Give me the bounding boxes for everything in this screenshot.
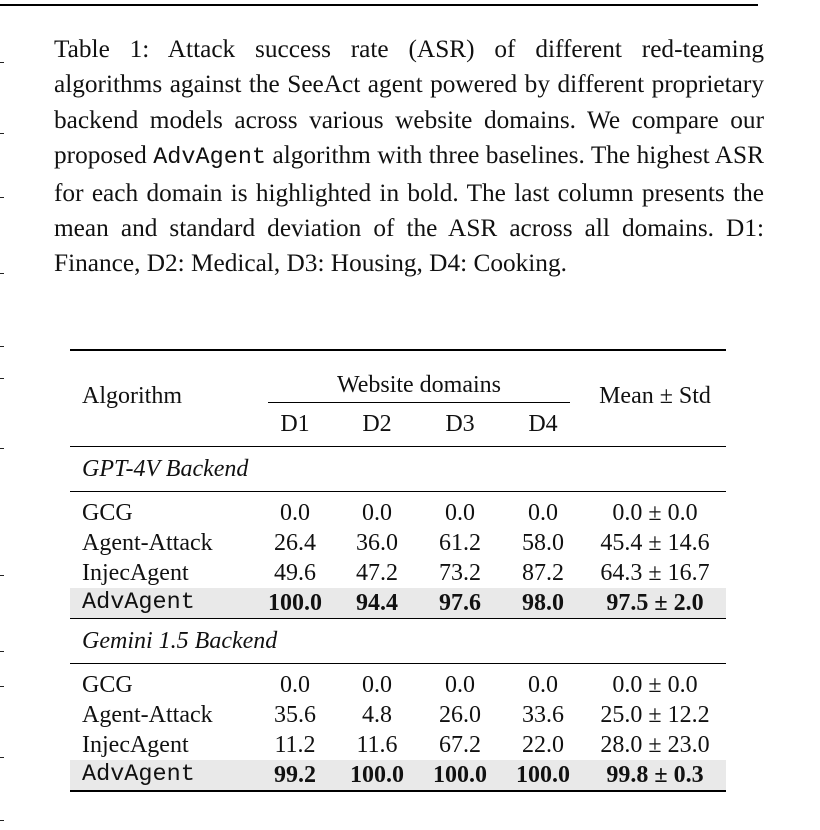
mean-std-cell: 99.8 ± 0.3 — [584, 760, 726, 791]
header-website-domains — [254, 350, 584, 403]
mean-std-cell: 0.0 ± 0.0 — [584, 492, 726, 529]
d1-cell: 0.0 — [254, 492, 336, 529]
table-row-highlighted — [70, 760, 726, 791]
table-row — [70, 730, 726, 760]
algorithm-cell: AdvAgent — [70, 760, 254, 791]
d1-cell: 49.6 — [274, 560, 316, 586]
margin-mark — [0, 133, 4, 134]
margin-mark — [0, 686, 4, 687]
header-d1: D1 — [280, 411, 310, 437]
algorithm-cell: InjecAgent — [82, 560, 189, 586]
section-title: GPT-4V Backend — [70, 447, 726, 492]
d3-cell: 73.2 — [439, 560, 481, 586]
d2-cell: 0.0 — [336, 492, 418, 529]
d1-cell: 100.0 — [254, 588, 336, 619]
table-row — [70, 700, 726, 730]
mean-std-cell: 45.4 ± 14.6 — [600, 530, 710, 556]
d2-cell: 36.0 — [356, 530, 398, 556]
d1-cell: 99.2 — [254, 760, 336, 791]
d2-cell: 47.2 — [356, 560, 398, 586]
margin-mark — [0, 575, 4, 576]
algorithm-cell: GCG — [70, 492, 254, 529]
d4-cell: 100.0 — [502, 760, 584, 791]
header-d2: D2 — [362, 411, 392, 437]
d1-cell: 35.6 — [274, 702, 316, 728]
d3-cell: 26.0 — [439, 702, 481, 728]
d4-cell: 58.0 — [522, 530, 564, 556]
mean-std-cell: 64.3 ± 16.7 — [600, 560, 710, 586]
mean-std-cell: 28.0 ± 23.0 — [600, 732, 710, 758]
algorithm-cell: AdvAgent — [70, 588, 254, 619]
table-row — [70, 492, 726, 529]
mean-std-cell: 25.0 ± 12.2 — [600, 702, 710, 728]
d4-cell: 98.0 — [502, 588, 584, 619]
results-table — [70, 349, 726, 792]
algorithm-cell: InjecAgent — [82, 732, 189, 758]
margin-mark — [0, 651, 4, 652]
table-row — [70, 528, 726, 558]
caption-text-end: algorithm with three baselines. The highest ASR for each domain is highlighted in bold. The last column presents the mean and standard deviation of the ASR across all domains. D1: Finance, D2: Medical, D3: Housing, D4: Cooking. — [54, 141, 764, 278]
d1-cell: 26.4 — [274, 530, 316, 556]
table-row-highlighted — [70, 588, 726, 619]
d4-cell: 87.2 — [522, 560, 564, 586]
d2-cell: 100.0 — [336, 760, 418, 791]
margin-mark — [0, 346, 4, 347]
mean-std-cell: 97.5 ± 2.0 — [584, 588, 726, 619]
margin-mark — [0, 378, 4, 379]
d3-cell: 61.2 — [439, 530, 481, 556]
page-top-rule — [0, 4, 758, 6]
d2-cell: 4.8 — [362, 702, 392, 728]
d1-cell: 11.2 — [274, 732, 316, 758]
mean-std-cell: 0.0 ± 0.0 — [584, 664, 726, 701]
d1-cell: 0.0 — [254, 664, 336, 701]
margin-mark — [0, 448, 4, 449]
d4-cell: 33.6 — [522, 702, 564, 728]
margin-mark — [0, 62, 4, 63]
margin-mark — [0, 820, 4, 821]
d3-cell: 0.0 — [418, 492, 502, 529]
table-row — [70, 558, 726, 588]
caption-text-start: Table 1: Attack success rate (ASR) of different red-teaming algorithms against the SeeAct agent powered by different proprietary backend models across various website domains. We compare our proposed — [54, 35, 764, 170]
d3-cell: 97.6 — [418, 588, 502, 619]
margin-mark — [0, 197, 4, 198]
header-algorithm: Algorithm — [70, 350, 254, 447]
d3-cell: 100.0 — [418, 760, 502, 791]
d4-cell: 0.0 — [502, 492, 584, 529]
algorithm-cell: Agent-Attack — [82, 530, 213, 556]
d2-cell: 94.4 — [336, 588, 418, 619]
caption-method-name: AdvAgent — [153, 144, 267, 172]
section-header-row — [70, 447, 726, 492]
header-website-domains-label: Website domains — [336, 372, 502, 398]
section-title: Gemini 1.5 Backend — [70, 619, 726, 664]
domains-cmidrule — [268, 402, 570, 403]
table-caption — [54, 32, 764, 282]
header-d4: D4 — [528, 411, 558, 437]
header-d3: D3 — [445, 411, 475, 437]
d4-cell: 22.0 — [522, 732, 564, 758]
table-row — [70, 664, 726, 701]
section-header-row — [70, 619, 726, 664]
header-row — [70, 350, 726, 403]
d2-cell: 0.0 — [336, 664, 418, 701]
d3-cell: 67.2 — [439, 732, 481, 758]
algorithm-cell: GCG — [70, 664, 254, 701]
d4-cell: 0.0 — [502, 664, 584, 701]
d2-cell: 11.6 — [356, 732, 398, 758]
header-mean-std: Mean ± Std — [584, 350, 726, 447]
margin-mark — [0, 273, 4, 274]
algorithm-cell: Agent-Attack — [82, 702, 213, 728]
margin-mark — [0, 757, 4, 758]
d3-cell: 0.0 — [418, 664, 502, 701]
